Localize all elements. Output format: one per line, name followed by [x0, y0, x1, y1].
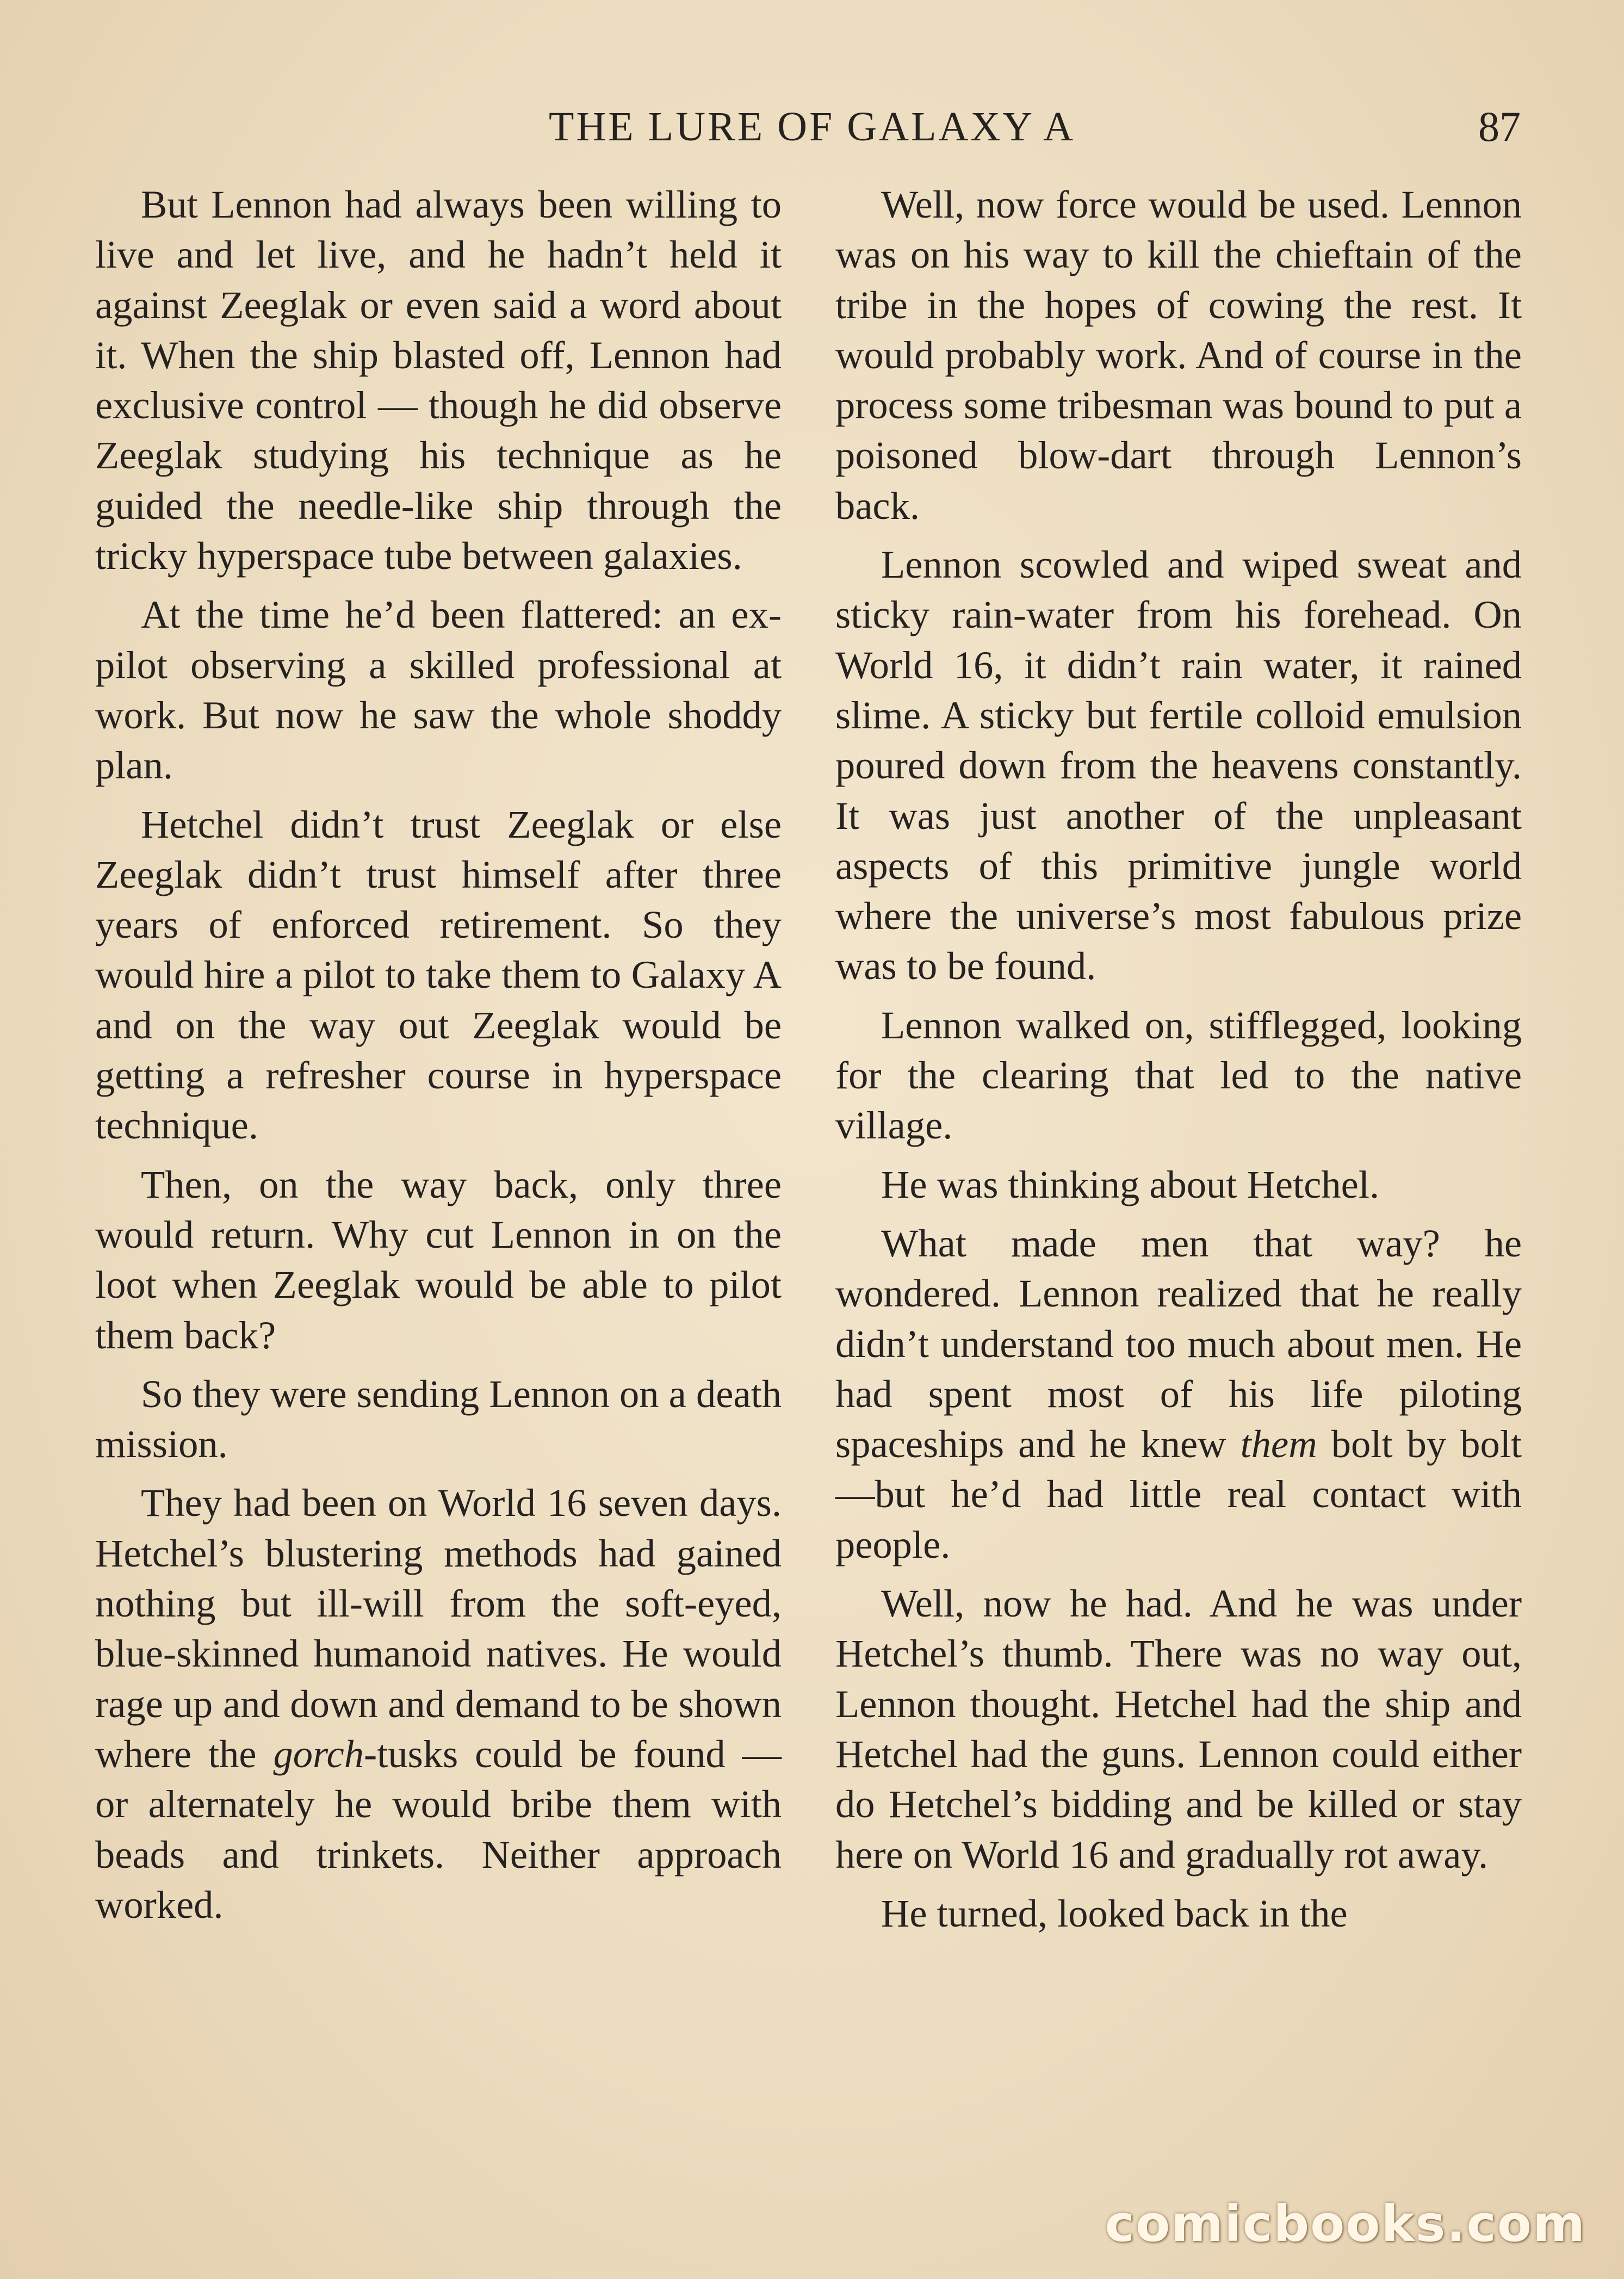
paragraph: He was thinking about Hetchel. [881, 1162, 1380, 1206]
paragraph: Well, now he had. And he was under Hetchel’s thumb. There was no way out, Lennon thought. Hetchel had the ship and Hetchel had the guns. Lennon could either do Hetchel’s bidding and be killed or stay here on World 16 and gradually rot away. [835, 1581, 1522, 1877]
page-number: 87 [1478, 103, 1521, 150]
paragraph: Hetchel didn’t trust Zeeglak or else Zeeglak didn’t trust himself after three years of enforced retirement. So they would hire a pilot to take them to Galaxy A and on the way out Zeeglak would be getting a refresher course in hyperspace technique. [95, 802, 782, 1148]
watermark-logo: comicbooks.com [1105, 2195, 1586, 2253]
paragraph [95, 1478, 782, 1930]
paragraph: Then, on the way back, only three would return. Why cut Lennon in on the loot when Zeeglak would be able to pilot them back? [95, 1162, 782, 1357]
paragraph: But Lennon had always been willing to live and let live, and he hadn’t held it against Zeeglak or even said a word about it. When the ship blasted off, Lennon had exclusive control — though he did observe Zeeglak studying his technique as he guided the needle-like ship through the tricky hyperspace tube between galaxies. [95, 182, 782, 578]
paragraph: He turned, looked back in the [881, 1891, 1348, 1935]
running-header [0, 97, 1624, 157]
paragraph-text: What made men that way? he wondered. Lennon realized that he really didn’t understand too much about men. He had spent most of his life piloting spaceships and he knew [835, 1221, 1522, 1466]
running-title: THE LURE OF GALAXY A [548, 104, 1076, 150]
paragraph: At the time he’d been flattered: an ex-pilot observing a skilled professional at work. But now he saw the whole shoddy plan. [95, 592, 782, 788]
italic-word: gorch [273, 1731, 364, 1776]
paragraph: So they were sending Lennon on a death mission. [95, 1371, 782, 1466]
paragraph: Lennon scowled and wiped sweat and sticky rain-water from his forehead. On World 16, it didn’t rain water, it rained slime. A sticky but fertile colloid emulsion poured down from the heavens constantly. It was just another of the unpleasant aspects of this primitive jungle world where the universe’s most fabulous prize was to be found. [835, 542, 1522, 988]
paragraph-text: They had been on World 16 seven days. Hetchel’s blustering methods had gained nothing but ill-will from the soft-eyed, blue-skinned humanoid natives. He would rage up and down and demand to be shown where the [95, 1481, 782, 1776]
right-column [835, 179, 1522, 1947]
paragraph: Well, now force would be used. Lennon was on his way to kill the chieftain of the tribe in the hopes of cowing the rest. It would probably work. And of course in the process some tribesman was bound to put a poisoned blow-dart through Lennon’s back. [835, 182, 1522, 528]
paragraph-text: bolt by bolt—but he’d had little real contact with people. [835, 1422, 1522, 1566]
italic-word: them [1240, 1422, 1317, 1466]
left-column [95, 179, 782, 1939]
paragraph: Lennon walked on, stifflegged, looking for the clearing that led to the native village. [835, 1002, 1522, 1148]
paragraph-text: -tusks could be found — or alternately he would bribe them with beads and trinkets. Neither approach worked. [95, 1731, 782, 1927]
paragraph [835, 1218, 1522, 1570]
